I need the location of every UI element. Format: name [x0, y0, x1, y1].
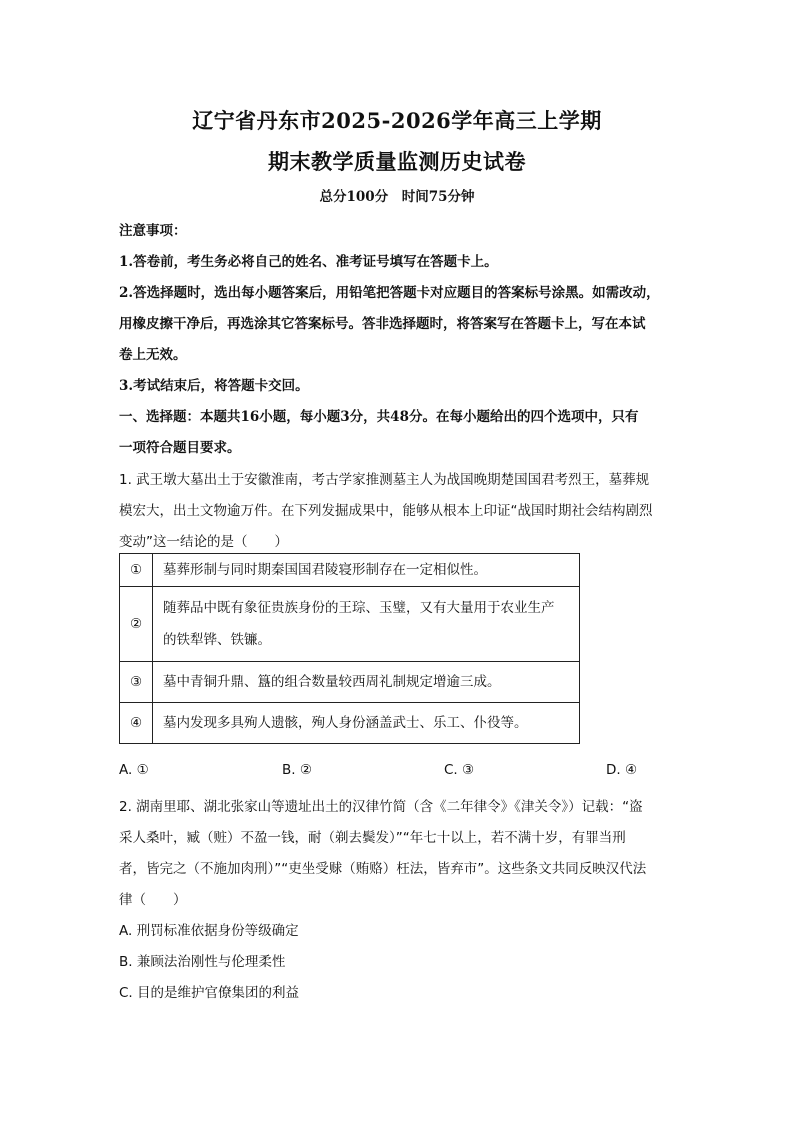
question-2-option-b: B. 兼顾法治刚性与伦理柔性 — [119, 954, 286, 970]
notice-heading: 注意事项： — [119, 223, 187, 239]
question-2-stem-line-2: 采人桑叶，臧（赃）不盈一钱，耐（剃去鬓发）”“年七十以上，若不满十岁，有罪当刑 — [119, 830, 626, 846]
question-1-choice-b: B. ② — [282, 762, 312, 778]
exam-title-line1: 辽宁省丹东市2025-2026学年高三上学期 — [192, 108, 602, 133]
question-2-stem-line-3: 者，皆完之（不施加肉刑）”“吏坐受赇（贿赂）枉法，皆弃市”。这些条文共同反映汉代法 — [119, 861, 647, 877]
table-row — [120, 703, 580, 744]
statement-number: ① — [120, 554, 153, 587]
question-2-stem-line-4: 律（ ） — [119, 892, 187, 908]
question-1-stem-line-3: 变动”这一结论的是（ ） — [119, 534, 288, 550]
exam-title-line2: 期末教学质量监测历史试卷 — [268, 149, 526, 174]
statement-number: ② — [120, 587, 153, 662]
notice-item-2-line-1: 2.答选择题时，选出每小题答案后，用铅笔把答题卡对应题目的答案标号涂黑。如需改动， — [119, 285, 660, 301]
question-2-option-a: A. 刑罚标准依据身份等级确定 — [119, 923, 299, 939]
notice-item-2-line-3: 卷上无效。 — [119, 347, 187, 363]
question-2-option-c: C. 目的是维护官僚集团的利益 — [119, 985, 300, 1001]
question-1-stem-line-2: 模宏大，出土文物逾万件。在下列发掘成果中，能够从根本上印证“战国时期社会结构剧烈 — [119, 503, 653, 519]
statement-text: 墓中青铜升鼎、簋的组合数量较西周礼制规定增逾三成。 — [153, 662, 580, 703]
statement-text: 随葬品中既有象征贵族身份的王琮、玉璧，又有大量用于农业生产 的铁犁铧、铁镰。 — [153, 587, 580, 662]
question-1-choice-c: C. ③ — [444, 762, 475, 778]
question-1-statement-table — [119, 553, 580, 744]
notice-item-1: 1.答卷前，考生务必将自己的姓名、准考证号填写在答题卡上。 — [119, 254, 498, 270]
table-row — [120, 554, 580, 587]
exam-subtitle: 总分100分 时间75分钟 — [319, 189, 475, 205]
section-heading-line-2: 一项符合题目要求。 — [119, 440, 241, 456]
statement-text: 墓葬形制与同时期秦国国君陵寝形制存在一定相似性。 — [153, 554, 580, 587]
question-1-choice-d: D. ④ — [606, 762, 638, 778]
question-1-choice-a: A. ① — [119, 762, 149, 778]
question-2-stem-line-1: 2. 湖南里耶、湖北张家山等遗址出土的汉律竹简（含《二年律令》《津关令》）记载：“盗 — [119, 799, 643, 815]
statement-number: ③ — [120, 662, 153, 703]
notice-item-3: 3.考试结束后，将答题卡交回。 — [119, 378, 309, 394]
table-row — [120, 587, 580, 662]
notice-item-2-line-2: 用橡皮擦干净后，再选涂其它答案标号。答非选择题时，将答案写在答题卡上，写在本试 — [119, 316, 646, 332]
question-1-stem-line-1: 1. 武王墩大墓出土于安徽淮南，考古学家推测墓主人为战国晚期楚国国君考烈王，墓葬规 — [119, 472, 650, 488]
statement-number: ④ — [120, 703, 153, 744]
section-heading-line-1: 一、选择题：本题共16小题，每小题3分，共48分。在每小题给出的四个选项中，只有 — [119, 409, 639, 425]
statement-text: 墓内发现多具殉人遗骸，殉人身份涵盖武士、乐工、仆役等。 — [153, 703, 580, 744]
table-row — [120, 662, 580, 703]
